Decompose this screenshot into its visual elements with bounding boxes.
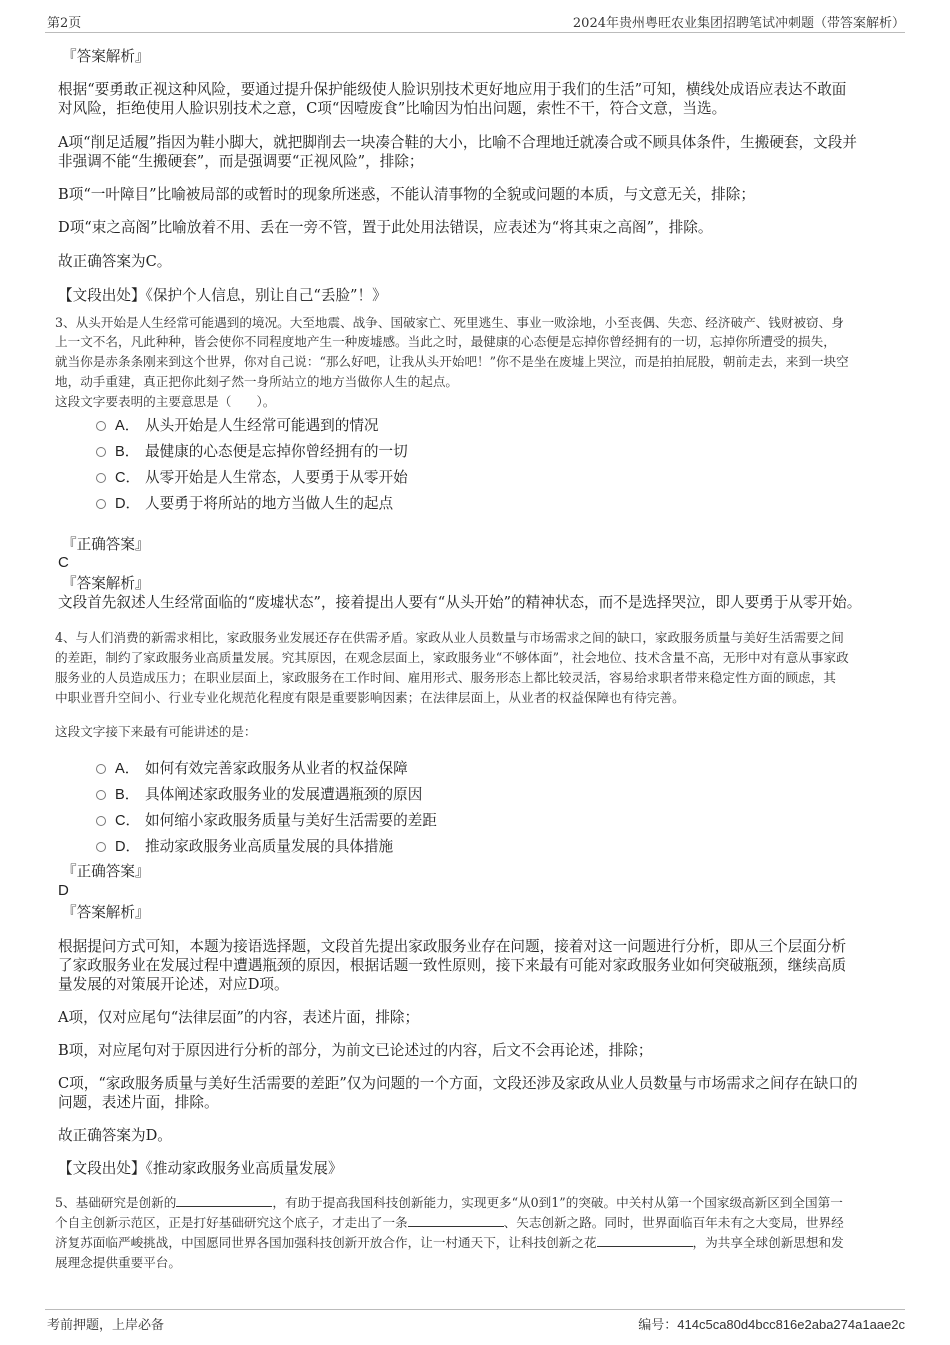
q4-stem-line: 4、与人们消费的新需求相比，家政服务业发展还存在供需矛盾。家政从业人员数量与市场需求之间的缺口，家政服务质量与美好生活需要之间 — [55, 630, 844, 645]
q3-option-c[interactable] — [96, 465, 408, 487]
q3-option-a[interactable] — [96, 413, 379, 435]
document-title: 2024年贵州粤旺农业集团招聘笔试冲刺题（带答案解析） — [572, 16, 905, 31]
q3-question: 这段文字要表明的主要意思是（ ）。 — [55, 394, 276, 409]
q4-stem-line: 服务业的人员造成压力；在职业层面上，家政服务在工作时间、雇用形式、服务形态上都比较灵活，容易给求职者带来稳定性方面的顾虑，其 — [55, 670, 836, 685]
radio-button[interactable] — [96, 790, 106, 800]
q2-conclusion: 故正确答案为C。 — [58, 253, 172, 270]
q4-option-c-analysis: C项，“家政服务质量与美好生活需要的差距”仅为问题的一个方面，文段还涉及家政从业人员数量与市场需求之间存在缺口的 — [58, 1075, 858, 1092]
page-header — [0, 0, 950, 34]
q4-analysis-line: 根据提问方式可知，本题为接语选择题，文段首先提出家政服务业存在问题，接着对这一问题进行分析，即从三个层面分析 — [58, 938, 847, 955]
q5-text: ，有助于提高我国科技创新能力，实现更多“从0到1”的突破。中关村从第一个国家级高新区到全国第一 — [272, 1195, 843, 1210]
q5-stem-line — [55, 1233, 900, 1252]
q2-analysis-line: 对风险，拒绝使用人脸识别技术之意，C项“因噎废食”比喻因为怕出问题，索性不干，符合文意，当选。 — [58, 100, 727, 117]
radio-button[interactable] — [96, 842, 106, 852]
footer-divider — [45, 1309, 905, 1310]
option-key: C． — [115, 469, 141, 486]
q4-option-a-analysis: A项，仅对应尾句“法律层面”的内容，表述片面，排除； — [58, 1009, 420, 1026]
q4-option-b-analysis: B项，对应尾句对于原因进行分析的部分，为前文已论述过的内容，后文不会再论述，排除； — [58, 1042, 653, 1059]
option-key: B． — [115, 443, 140, 460]
q3-stem-line: 地，动手重建，真正把你此刻孑然一身所站立的地方当做你人生的起点。 — [55, 374, 458, 389]
q5-text: 个自主创新示范区，正是打好基础研究这个底子，才走出了一条 — [55, 1215, 408, 1230]
option-key: C． — [115, 812, 141, 829]
q3-analysis: 文段首先叙述人生经常面临的“废墟状态”，接着提出人要有“从头开始”的精神状态，而不是选择哭泣，即人要勇于从零开始。 — [58, 594, 862, 611]
fill-blank-1[interactable] — [176, 1193, 272, 1207]
code-label: 编号： — [638, 1318, 678, 1333]
option-key: D． — [115, 495, 141, 512]
radio-button[interactable] — [96, 473, 106, 483]
q4-question: 这段文字接下来最有可能讲述的是： — [55, 724, 257, 739]
q4-stem-line: 中职业晋升空间小、行业专业化规范化程度有限是重要影响因素；在法律层面上，从业者的权益保障也有待完善。 — [55, 690, 685, 705]
q2-option-a-analysis: A项“削足适履”指因为鞋小脚大，就把脚削去一块凑合鞋的大小，比喻不合理地迁就凑合或不顾具体条件，生搬硬套，文段并 — [58, 134, 857, 151]
q3-option-d[interactable] — [96, 491, 393, 513]
footer-slogan: 考前押题，上岸必备 — [47, 1318, 165, 1333]
q4-stem-line: 的差距，制约了家政服务业高质量发展。究其原因，在观念层面上，家政服务业“不够体面”，社会地位、技术含量不高，无形中对有意从事家政 — [55, 650, 849, 665]
q4-option-b[interactable] — [96, 782, 422, 804]
radio-button[interactable] — [96, 421, 106, 431]
q2-analysis-line: 根据“要勇敢正视这种风险，要通过提升保护能级使人脸识别技术更好地应用于我们的生活”可知，横线处成语应表达不敢面 — [58, 81, 847, 98]
q5-stem-line — [55, 1213, 900, 1232]
document-code — [638, 1314, 905, 1333]
fill-blank-2[interactable] — [408, 1213, 504, 1227]
header-divider — [45, 32, 905, 33]
option-text: 如何有效完善家政服务从业者的权益保障 — [145, 759, 408, 777]
code-value: 414c5ca80d4bcc816e2aba274a1aae2c — [677, 1317, 905, 1332]
option-text: 人要勇于将所站的地方当做人生的起点 — [145, 494, 394, 512]
option-text: 从头开始是人生经常可能遇到的情况 — [145, 416, 379, 434]
q3-answer: C — [58, 554, 69, 571]
q5-text: 5、基础研究是创新的 — [55, 1195, 177, 1210]
q4-answer-label: 『正确答案』 — [62, 863, 150, 880]
q3-analysis-label: 『答案解析』 — [62, 575, 150, 592]
option-text: 如何缩小家政服务质量与美好生活需要的差距 — [145, 811, 437, 829]
q4-answer: D — [58, 882, 69, 899]
page-number: 第2页 — [47, 16, 82, 31]
option-key: D． — [115, 838, 141, 855]
q5-stem-line: 展理念提供重要平台。 — [55, 1255, 181, 1270]
q2-option-a-analysis: 非强调不能“生搬硬套”，而是强调要“正视风险”，排除； — [58, 153, 424, 170]
option-text: 具体阐述家政服务业的发展遭遇瓶颈的原因 — [145, 785, 423, 803]
q4-conclusion: 故正确答案为D。 — [58, 1127, 172, 1144]
q3-option-b[interactable] — [96, 439, 408, 461]
q4-option-c[interactable] — [96, 808, 437, 830]
q2-source: 【文段出处】《保护个人信息，别让自己“丢脸”！》 — [58, 287, 387, 304]
radio-button[interactable] — [96, 764, 106, 774]
option-key: A． — [115, 760, 140, 777]
option-key: A． — [115, 417, 140, 434]
q2-option-b-analysis: B项“一叶障目”比喻被局部的或暂时的现象所迷惑，不能认清事物的全貌或问题的本质，与文意无关，排除； — [58, 186, 755, 203]
q4-option-c-analysis: 问题，表述片面，排除。 — [58, 1094, 219, 1111]
q5-text: 济复苏面临严峻挑战，中国愿同世界各国加强科技创新开放合作，让一村通天下，让科技创新之花 — [55, 1235, 597, 1250]
radio-button[interactable] — [96, 499, 106, 509]
option-text: 从零开始是人生常态，人要勇于从零开始 — [145, 468, 408, 486]
radio-button[interactable] — [96, 447, 106, 457]
q2-analysis-label: 『答案解析』 — [62, 48, 150, 65]
q3-stem-line: 就当你是赤条条刚来到这个世界，你对自己说：“那么好吧，让我从头开始吧！”你不是坐在废墟上哭泣，而是拍拍屁股，朝前走去，来到一块空 — [55, 354, 849, 369]
fill-blank-3[interactable] — [597, 1233, 693, 1247]
q4-option-d[interactable] — [96, 834, 393, 856]
radio-button[interactable] — [96, 816, 106, 826]
q4-analysis-label: 『答案解析』 — [62, 904, 150, 921]
q3-stem-line: 上一文不名，凡此种种，皆会使你不同程度地产生一种废墟感。当此之时，最健康的心态便是忘掉你曾经拥有的一切，忘掉你所遭受的损失， — [55, 334, 836, 349]
q2-option-d-analysis: D项“束之高阁”比喻放着不用、丢在一旁不管，置于此处用法错误，应表述为“将其束之高阁”，排除。 — [58, 219, 713, 236]
option-text: 推动家政服务业高质量发展的具体措施 — [145, 837, 394, 855]
q5-stem-line — [55, 1193, 900, 1212]
q3-answer-label: 『正确答案』 — [62, 536, 150, 553]
q4-source: 【文段出处】《推动家政服务业高质量发展》 — [58, 1160, 343, 1177]
option-text: 最健康的心态便是忘掉你曾经拥有的一切 — [145, 442, 408, 460]
q4-option-a[interactable] — [96, 756, 408, 778]
option-key: B． — [115, 786, 140, 803]
q5-text: 、矢志创新之路。同时，世界面临百年未有之大变局，世界经 — [503, 1215, 844, 1230]
q4-analysis-line: 量发展的对策展开论述，对应D项。 — [58, 976, 289, 993]
q3-stem-line: 3、从头开始是人生经常可能遇到的境况。大至地震、战争、国破家亡、死里逃生、事业一败涂地，小至丧偶、失恋、经济破产、钱财被窃、身 — [55, 315, 844, 330]
q5-text: ，为共享全球创新思想和发 — [692, 1235, 844, 1250]
q4-analysis-line: 了家政服务业在发展过程中遭遇瓶颈的原因，根据话题一致性原则，接下来最有可能对家政服务业如何突破瓶颈，继续高质 — [58, 957, 847, 974]
